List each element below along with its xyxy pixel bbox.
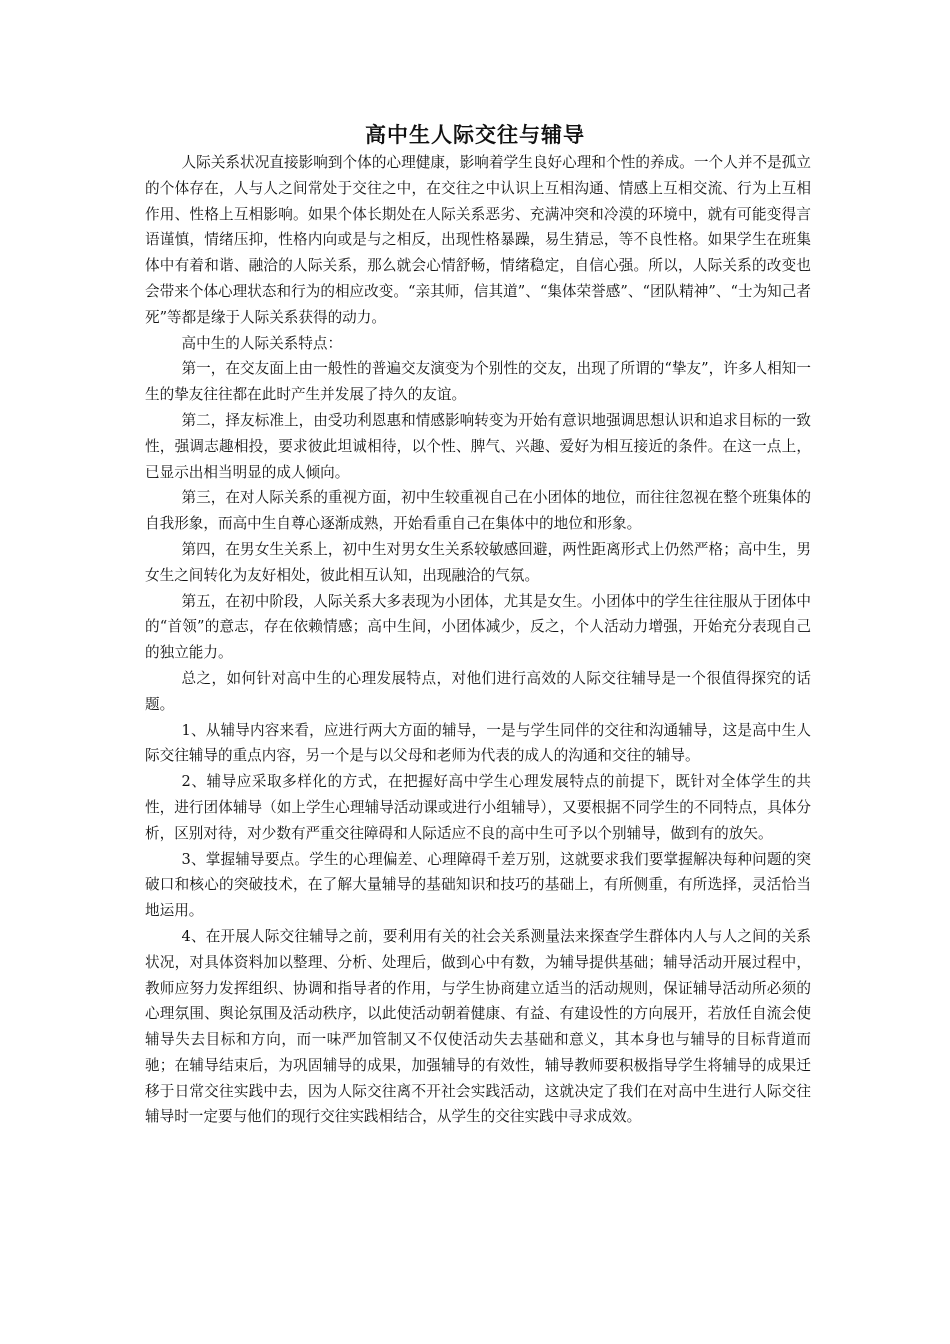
paragraph-features-heading: 高中生的人际关系特点： bbox=[181, 334, 343, 352]
paragraph-guidance-3: 3、掌握辅导要点。学生的心理偏差、心理障碍千差万别，这就要求我们要掌握解决每种问题的突破口和核心的突破技术，在了解大量辅导的基础知识和技巧的基础上，有所侧重，有所选择，灵活恰当地运用。 bbox=[145, 850, 811, 920]
paragraph-feature-2: 第二，择友标准上，由受功利恩惠和情感影响转变为开始有意识地强调思想认识和追求目标的一致性，强调志趣相投，要求彼此坦诚相待，以个性、脾气、兴趣、爱好为相互接近的条件。在这一点上，已显示出相当明显的成人倾向。 bbox=[145, 411, 811, 481]
paragraph-feature-1: 第一，在交友面上由一般性的普遍交友演变为个别性的交友，出现了所谓的“挚友”，许多人相知一生的挚友往往都在此时产生并发展了持久的友谊。 bbox=[145, 360, 811, 404]
paragraph-intro: 人际关系状况直接影响到个体的心理健康，影响着学生良好心理和个性的养成。一个人并不是孤立的个体存在，人与人之间常处于交往之中，在交往之中认识上互相沟通、情感上互相交流、行为上互相作用、性格上互相影响。如果个体长期处在人际关系恶劣、充满冲突和冷漠的环境中，就有可能变得言语谨慎，情绪压抑，性格内向或是与之相反，出现性格暴躁，易生猜忌，等不良性格。如果学生在班集体中有着和谐、融洽的人际关系，那么就会心情舒畅，情绪稳定，自信心强。所以，人际关系的改变也会带来个体心理状态和行为的相应改变。“亲其师，信其道”、“集体荣誉感”、“团队精神”、“士为知己者死”等都是缘于人际关系获得的动力。 bbox=[145, 154, 811, 326]
paragraph-guidance-1: 1、从辅导内容来看，应进行两大方面的辅导，一是与学生同伴的交往和沟通辅导，这是高中生人际交往辅导的重点内容，另一个是与以父母和老师为代表的成人的沟通和交往的辅导。 bbox=[145, 721, 811, 765]
paragraph-summary: 总之，如何针对高中生的心理发展特点，对他们进行高效的人际交往辅导是一个很值得探究的话题。 bbox=[145, 669, 811, 713]
document-body bbox=[145, 150, 811, 1130]
paragraph-guidance-4: 4、在开展人际交往辅导之前，要利用有关的社会关系测量法来探查学生群体内人与人之间的关系状况，对具体资料加以整理、分析、处理后，做到心中有数，为辅导提供基础；辅导活动开展过程中，教师应努力发挥组织、协调和指导者的作用，与学生协商建立适当的活动规则，保证辅导活动所必须的心理氛围、舆论氛围及活动秩序，以此使活动朝着健康、有益、有建设性的方向展开，若放任自流会使辅导失去目标和方向，而一味严加管制又不仅使活动失去基础和意义，其本身也与辅导的目标背道而驰；在辅导结束后，为巩固辅导的成果，加强辅导的有效性，辅导教师要积极指导学生将辅导的成果迁移于日常交往实践中去，因为人际交往离不开社会实践活动，这就决定了我们在对高中生进行人际交往辅导时一定要与他们的现行交往实践相结合，从学生的交往实践中寻求成效。 bbox=[145, 927, 811, 1126]
paragraph-feature-4: 第四，在男女生关系上，初中生对男女生关系较敏感回避，两性距离形式上仍然严格；高中生，男女生之间转化为友好相处，彼此相互认知，出现融洽的气氛。 bbox=[145, 540, 811, 584]
paragraph-guidance-2: 2、辅导应采取多样化的方式，在把握好高中学生心理发展特点的前提下，既针对全体学生的共性，进行团体辅导（如上学生心理辅导活动课或进行小组辅导），又要根据不同学生的不同特点，具体分析，区别对待，对少数有严重交往障碍和人际适应不良的高中生可予以个别辅导，做到有的放矢。 bbox=[145, 773, 811, 842]
paragraph-feature-3: 第三，在对人际关系的重视方面，初中生较重视自己在小团体的地位，而往往忽视在整个班集体的自我形象，而高中生自尊心逐渐成熟，开始看重自己在集体中的地位和形象。 bbox=[145, 489, 811, 533]
paragraph-feature-5: 第五，在初中阶段，人际关系大多表现为小团体，尤其是女生。小团体中的学生往往服从于团体中的“首领”的意志，存在依赖情感；高中生间，小团体减少，反之，个人活动力增强，开始充分表现自己的独立能力。 bbox=[145, 592, 811, 662]
document-title: 高中生人际交往与辅导 bbox=[365, 122, 585, 147]
